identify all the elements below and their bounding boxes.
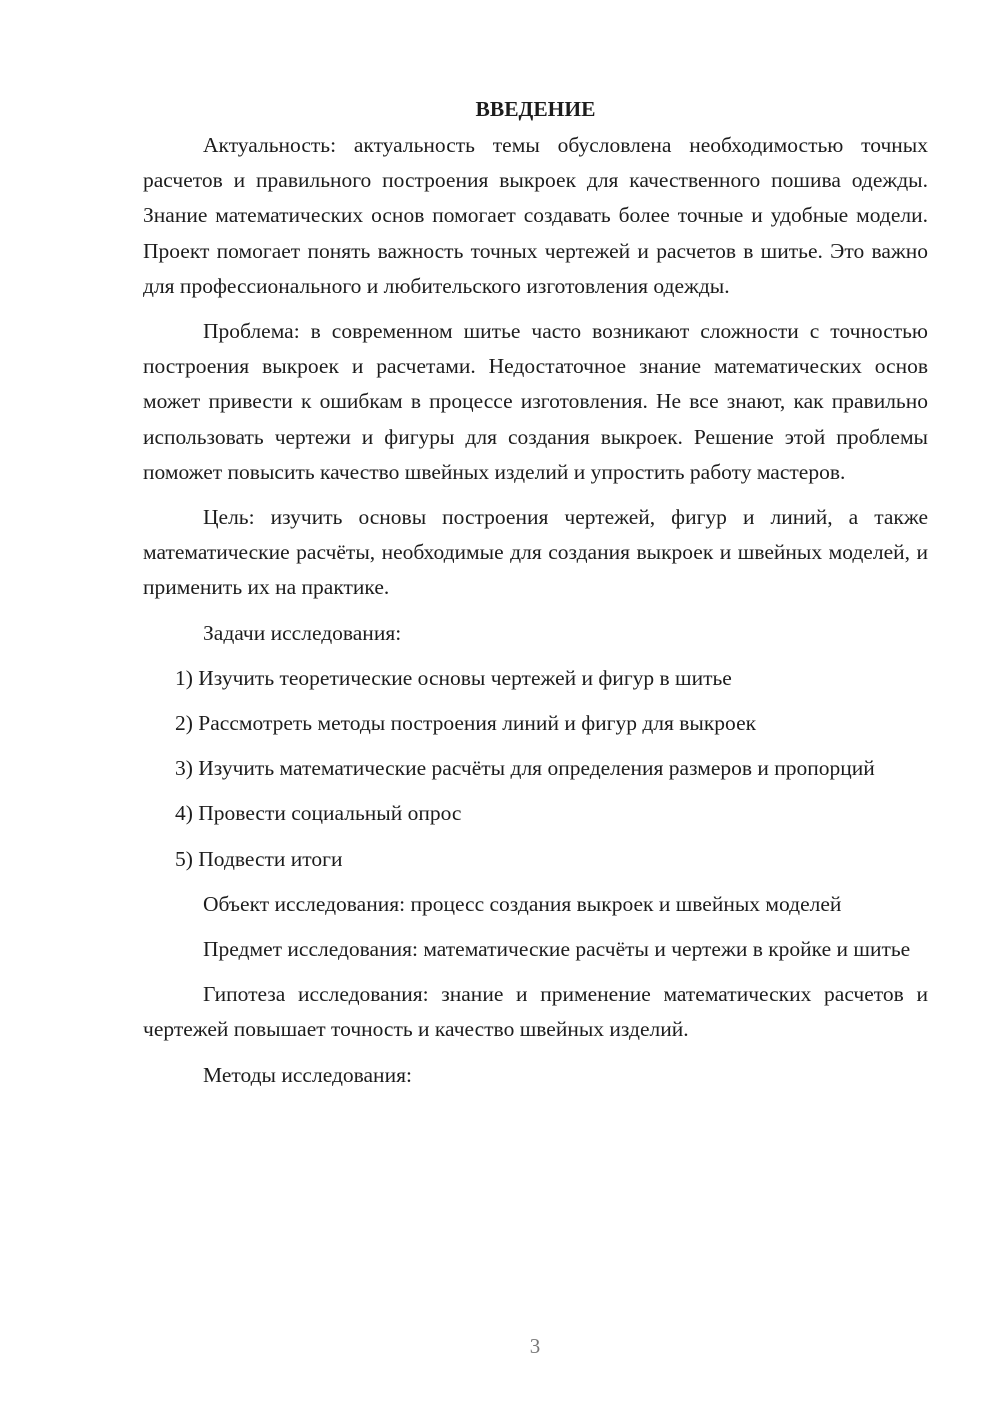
tasks-heading: Задачи исследования:	[203, 620, 402, 645]
relevance-paragraph: Актуальность: актуальность темы обусловлена необходимостью точных расчетов и правильного построения выкроек для качественного пошива одежды. Знание математических основ помогает создавать более точные и удобные модели. Проект помогает понять важность точных чертежей и расчетов в шитье. Это важно для профессионального и любительского изготовления одежды.	[143, 133, 928, 298]
goal-paragraph: Цель: изучить основы построения чертежей, фигур и линий, а также математические расчёты, необходимые для создания выкроек и швейных моделей, и применить их на практике.	[143, 505, 928, 600]
page-number: 3	[529, 1334, 541, 1358]
document-page	[143, 92, 928, 1103]
task-item-3: 3) Изучить математические расчёты для определения размеров и пропорций	[175, 756, 875, 781]
hypothesis-paragraph: Гипотеза исследования: знание и применение математических расчетов и чертежей повышает точность и качество швейных изделий.	[143, 982, 928, 1042]
task-item-5: 5) Подвести итоги	[175, 846, 343, 871]
task-item-1: 1) Изучить теоретические основы чертежей и фигур в шитье	[175, 665, 732, 690]
methods-heading: Методы исследования:	[203, 1062, 412, 1087]
task-item-2: 2) Рассмотреть методы построения линий и фигур для выкроек	[175, 711, 757, 736]
problem-paragraph: Проблема: в современном шитье часто возникают сложности с точностью построения выкроек и расчетами. Недостаточное знание математических основ может привести к ошибкам в процессе изготовления. Не все знают, как правильно использовать чертежи и фигуры для создания выкроек. Решение этой проблемы поможет повысить качество швейных изделий и упростить работу мастеров.	[143, 319, 928, 484]
object-paragraph: Объект исследования: процесс создания выкроек и швейных моделей	[203, 891, 842, 916]
section-title: ВВЕДЕНИЕ	[475, 97, 596, 121]
task-item-4: 4) Провести социальный опрос	[175, 801, 462, 826]
subject-paragraph: Предмет исследования: математические расчёты и чертежи в кройке и шитье	[203, 937, 911, 962]
